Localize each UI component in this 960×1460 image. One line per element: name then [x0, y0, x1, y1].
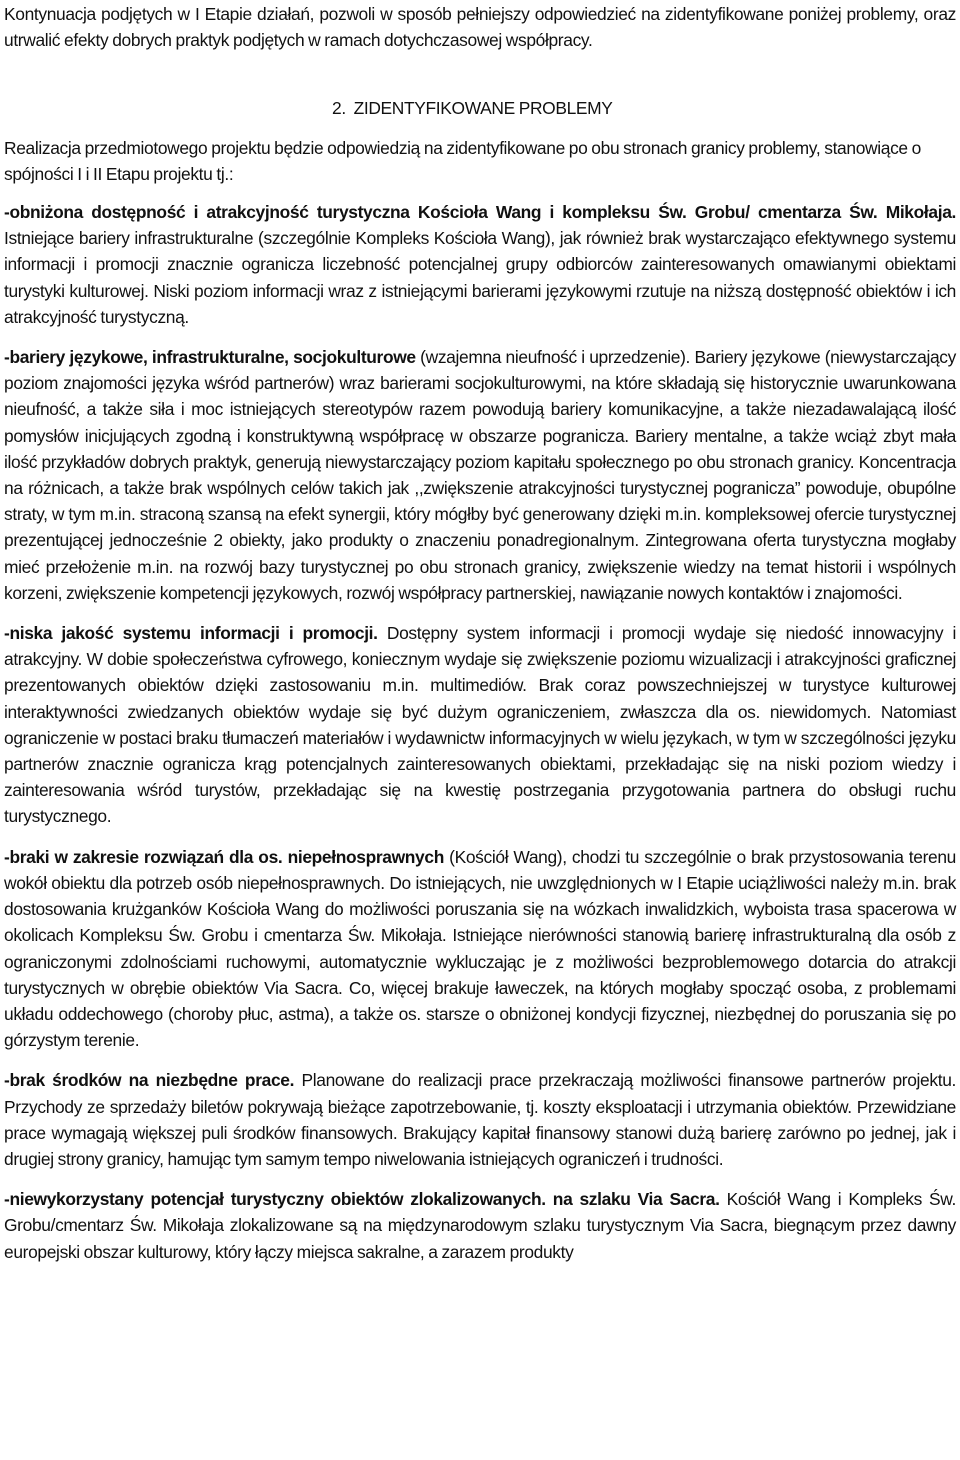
intro-paragraph: Kontynuacja podjętych w I Etapie działań, pozwoli w sposób pełniejszy odpowiedzieć na zidentyfikowane poniżej problemy, oraz utrwalić efekty dobrych praktyk podjętych w ramach dotychczasowej współpracy. — [4, 4, 956, 51]
problem-text: Dostępny system informacji i promocji wydaje się niedość innowacyjny i atrakcyjny. W dobie społeczeństwa cyfrowego, koniecznym wydaje się zwiększenie poziomu wizualizacji i atrakcyjności graficznej prezentowanych obiektów dzięki zastosowaniu m.in. multimediów. Brak coraz powszechniejszej w turystyce kulturowej interaktywności zwiedzanych obiektów wydaje się być dużym ograniczeniem, zwłaszcza dla os. niewidomych. Natomiast ograniczenie w postaci braku tłumaczeń materiałów i wydawnictw informacyjnych w wielu językach, w tym w szczególności języku partnerów znacznie ogranicza krąg potencjalnych zainteresowanych obiektami, przekładając się na niski poziom wiedzy i zainteresowania wśród turystów, przekładając się na kwestię postrzegania przygotowania partnera do obsługi ruchu turystycznego. — [4, 623, 956, 827]
section-heading — [332, 95, 956, 121]
problem-text: Planowane do realizacji prace przekraczają możliwości finansowe partnerów projektu. Przychody ze sprzedaży biletów pokrywają bieżące zapotrzebowanie, tj. koszty eksploatacji i utrzymania obiektów. Przewidziane prace wymagają większej puli środków finansowych. Brakujący kapitał finansowy stanowi dużą barierę zarówno po jednej, jak i drugiej strony granicy, hamując tym samym tempo niwelowania istniejących ograniczeń i trudności. — [4, 1070, 957, 1169]
problem-paragraph — [4, 1067, 956, 1172]
problem-paragraph — [4, 199, 956, 330]
problem-heading: -bariery językowe, infrastrukturalne, socjokulturowe — [4, 347, 416, 368]
problem-paragraph — [4, 620, 956, 830]
problem-text: Bariery językowe (niewystarczający poziom znajomości języka wśród partnerów) wraz barierami socjokulturowymi, na które składają się historycznie uwarunkowana nieufność, a także siła i moc istniejących stereotypów razem powodują bariery komunikacyjne, a także niezadawalającą ilość pomysłów inicjujących zgodną i konstruktywną współpracę w obszarze pogranicza. Bariery mentalne, a także wciąż zbyt mała ilość przykładów dobrych praktyk, generują niewystarczający poziom kapitału społecznego po obu stronach granicy. Koncentracja na różnicach, a także brak wspólnych celów takich jak ,,zwiększenie atrakcyjności turystycznej pogranicza” powoduje, obupólne straty, w tym m.in. straconą szansą na efekt synergii, który mógłby być generowany dzięki m.in. kompleksowej ofercie turystycznej prezentującej jednocześnie 2 obiekty, jako produkty o znaczeniu ponadregionalnym. Zintegrowana oferta turystyczna mogłaby mieć przełożenie m.in. na rozwój bazy turystycznej po obu stronach granicy, zwiększenie wiedzy na temat historii i wspólnych korzeni, zwiększenie kompetencji językowych, rozwój współpracy partnerskiej, nawiązanie nowych kontaktów i znajomości. — [4, 347, 956, 603]
section-lead: Realizacja przedmiotowego projektu będzie odpowiedzią na zidentyfikowane po obu stronach granicy problemy, stanowiące o spójności I i II Etapu projektu tj.: — [4, 137, 921, 184]
problem-text: Kościół Wang i Kompleks Św. Grobu/cmentarz Św. Mikołaja zlokalizowane są na międzynarodowym szlaku turystycznym Via Sacra, biegnącym przez dawny europejski obszar kulturowy, który łączy miejsca sakralne, a zarazem produkty — [4, 1189, 956, 1262]
problem-heading: -braki w zakresie rozwiązań dla os. niepełnosprawnych — [4, 846, 444, 867]
problem-heading: -niewykorzystany potencjał turystyczny obiektów zlokalizowanych. na szlaku Via Sacra. — [4, 1189, 720, 1210]
section-title: ZIDENTYFIKOWANE PROBLEMY — [353, 98, 613, 119]
problem-text: Istniejące bariery infrastrukturalne (szczególnie Kompleks Kościoła Wang), jak również brak wystarczająco efektywnego systemu informacji i promocji znacznie ogranicza liczebność potencjalnej grupy odbiorców zainteresowanych omawianymi obiektami turystyki kulturowej. Niski poziom informacji wraz z istniejącymi barierami językowymi rzutuje na niższą dostępność obiektów i ich atrakcyjność turystyczną. — [4, 228, 956, 327]
problem-paragraph — [4, 844, 956, 1054]
problem-text: (Kościół Wang), chodzi tu szczególnie o brak przystosowania terenu wokół obiektu dla potrzeb osób niepełnosprawnych. Do istniejących, nie uwzględnionych w I Etapie uciążliwości należy m.in. brak dostosowania krużganków Kościoła Wang do możliwości poruszania się na wózkach inwalidzkich, wyboista trasa spacerowa w okolicach Kompleksu Św. Grobu i cmentarza Św. Mikołaja. Istniejące nierówności stanowią barierę infrastrukturalną dla osób z ograniczonymi zdolnościami ruchowymi, automatycznie wykluczając je z możliwości bezproblemowego dotarcia do atrakcji turystycznych w obrębie obiektów Via Sacra. Co, więcej brakuje ławeczek, na których mogłaby spocząć osoba, z problemami układu oddechowego (choroby płuc, astma), a także os. starsze o obniżonej kondycji fizycznej, niezbędnej do poruszania się po górzystym terenie. — [4, 846, 956, 1051]
problem-heading: -brak środków na niezbędne prace. — [4, 1070, 295, 1091]
problem-heading: -obniżona dostępność i atrakcyjność turystyczna Kościoła Wang i kompleksu Św. Grobu/ cmentarza Św. Mikołaja. — [4, 202, 956, 223]
section-number: 2. — [332, 98, 346, 119]
problem-heading: -niska jakość systemu informacji i promocji. — [4, 623, 378, 644]
problem-paragraph — [4, 344, 956, 606]
problem-heading-note: (wzajemna nieufność i uprzedzenie). — [415, 347, 691, 368]
problem-paragraph — [4, 1186, 956, 1265]
